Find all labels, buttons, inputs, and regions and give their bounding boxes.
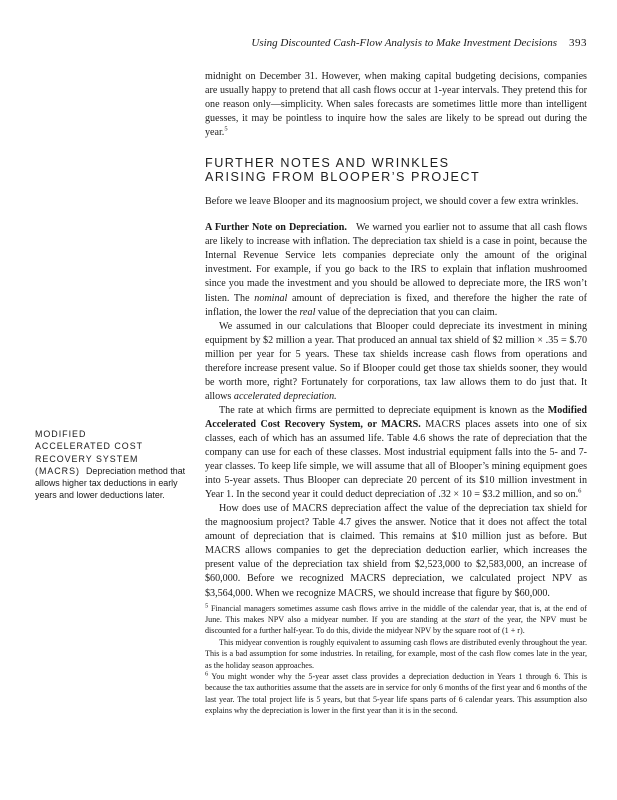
para2-part-a: We assumed in our calculations that Blooper could depreciate its investment in mining equipment by $2 million a year. That produced an annual tax shield of $2 million × .35 = $.70 million per year for 5 years. These tax shields increase cash flows from operations and therefore increase present value. So if Blooper could get those tax shields sooner, they would be worth more, right? Fortunately for corporations, tax law allows them to do just that. It allows xyxy=(205,320,587,402)
section-heading-line-1: FURTHER NOTES AND WRINKLES xyxy=(205,156,450,171)
depreciation-paragraph-4: How does use of MACRS depreciation affect the value of the depreciation tax shield for the magnoosium project? Table 4.7 gives the answer. Notice that it does not affect the total amount of depreciation that is claimed. This remains at $10 million just as before. But MACRS allows companies to get the depreciation deduction earlier, which increases the present value of the depreciation tax shield from $2,523,000 to $2,583,000, an increase of $60,000. Before we recognized MACRS depreciation, we calculated project NPV as $3,564,000. When we recognize MACRS, we should increase that figure by $60,000. xyxy=(205,503,587,599)
footnote-6-number: 6 xyxy=(205,670,209,678)
gloss-definition-b: method that allows higher tax deductions in early years and lower deductions later. xyxy=(35,465,186,501)
footnote-5-number: 5 xyxy=(205,601,209,609)
para3-part-a: The rate at which firms are permitted to depreciate equipment is known as the xyxy=(219,404,545,416)
depreciation-paragraph-3 xyxy=(205,404,587,502)
footnotes xyxy=(205,603,587,717)
gloss-term-line-1: MODIFIED xyxy=(35,429,87,439)
intro-text: midnight on December 31. However, when making capital budgeting decisions, companies are usually happy to pretend that all cash flows occur at 1-year intervals. They pretend this for one reason only—simplicity. When sales forecasts are sometimes little more than intelligent guesses, it may be pointless to inquire how the sales are likely to be spread out during the year. xyxy=(205,71,587,139)
macrs-key-term: Modified Accelerated Cost Recovery System, or MACRS. xyxy=(205,404,587,430)
para1-part-b: amount of depreciation is fixed, and therefore the higher the rate of inflation, the lower the xyxy=(205,292,587,318)
footnote-ref-6[interactable]: 6 xyxy=(578,487,582,495)
footnote-6 xyxy=(205,671,587,717)
section-heading-line-2: ARISING FROM BLOOPER’S PROJECT xyxy=(205,169,481,184)
gloss-definition xyxy=(35,465,198,502)
gloss-term-line-4: (MACRS) xyxy=(35,465,80,476)
margin-glossary xyxy=(35,428,198,502)
section-heading xyxy=(205,157,587,184)
real-emph: real xyxy=(299,306,316,318)
main-column xyxy=(205,70,587,717)
footnote-5 xyxy=(205,603,587,637)
footnote-ref-5[interactable]: 5 xyxy=(224,125,228,133)
footnote-5-paragraph-2: This midyear convention is roughly equivalent to assuming cash flows are distributed evenly throughout the year. This is a bad assumption for some industries. In retailing, for example, most of the cash flow comes late in the year, as the holiday season approaches. xyxy=(205,637,587,670)
running-head-title: Using Discounted Cash-Flow Analysis to Make Investment Decisions xyxy=(251,37,557,49)
running-head xyxy=(205,37,587,49)
footnote-6-text: You might wonder why the 5-year asset class provides a depreciation deduction in Years 1 through 6. This is because the tax authorities assume that the assets are in service for only 6 months of the first year and 6 months of the last year. The total project life is 5 years, but that 5-year life spans parts of 6 calendar years. This assumption also explains why the depreciation is lower in the first year than it is in the second. xyxy=(205,671,587,716)
para3-part-b: MACRS places assets into one of six classes, each of which has an assumed life. Table 4.6 shows the rate of depreciation that the company can use for each of these classes. Most industrial equipment falls into the 5- and 7-year classes. To keep life simple, we will assume that all of Blooper’s mining equipment goes into 5-year assets. Thus Blooper can depreciate 20 percent of its $10 million investment in Year 1. In the second year it could deduct depreciation of .32 × 10 = $3.2 million, and so on. xyxy=(205,418,588,501)
footnote-5-part-b: of the year, the NPV must be discounted for a further half-year. To do this, divide the midyear NPV by the square root of (1 + r). xyxy=(205,614,587,636)
depreciation-paragraph-2 xyxy=(205,320,587,404)
para1-part-a: We warned you earlier not to assume that all cash flows are likely to increase with inflation. The depreciation tax shield is a case in point, because the Internal Revenue Service lets companies depreciate only the amount of the original investment. For example, if you go back to the IRS to explain that inflation mushroomed since you made the investment and you should be allowed to depreciate more, the IRS won’t listen. The xyxy=(205,222,587,304)
page-number: 393 xyxy=(569,37,587,49)
gloss-term-line-2: ACCELERATED COST xyxy=(35,441,144,452)
accelerated-emph: accelerated depreciation. xyxy=(233,390,337,402)
gloss-term-line-3: RECOVERY SYSTEM xyxy=(35,453,139,464)
depreciation-paragraph-1 xyxy=(205,221,587,319)
intro-paragraph xyxy=(205,70,587,140)
para1-part-c: value of the depreciation that you can claim. xyxy=(317,306,498,318)
footnote-5-part-a: Financial managers sometimes assume cash flows arrive in the middle of the calendar year, that is, at the end of June. This makes NPV also a midyear number. If you are standing at the xyxy=(205,603,587,624)
footnote-5-start: start xyxy=(464,614,480,624)
section-intro: Before we leave Blooper and its magnoosium project, we should cover a few extra wrinkles. xyxy=(205,196,579,208)
gloss-definition-a: Depreciation xyxy=(85,465,136,476)
runin-heading: A Further Note on Depreciation. xyxy=(205,222,347,234)
nominal-emph: nominal xyxy=(254,292,288,304)
